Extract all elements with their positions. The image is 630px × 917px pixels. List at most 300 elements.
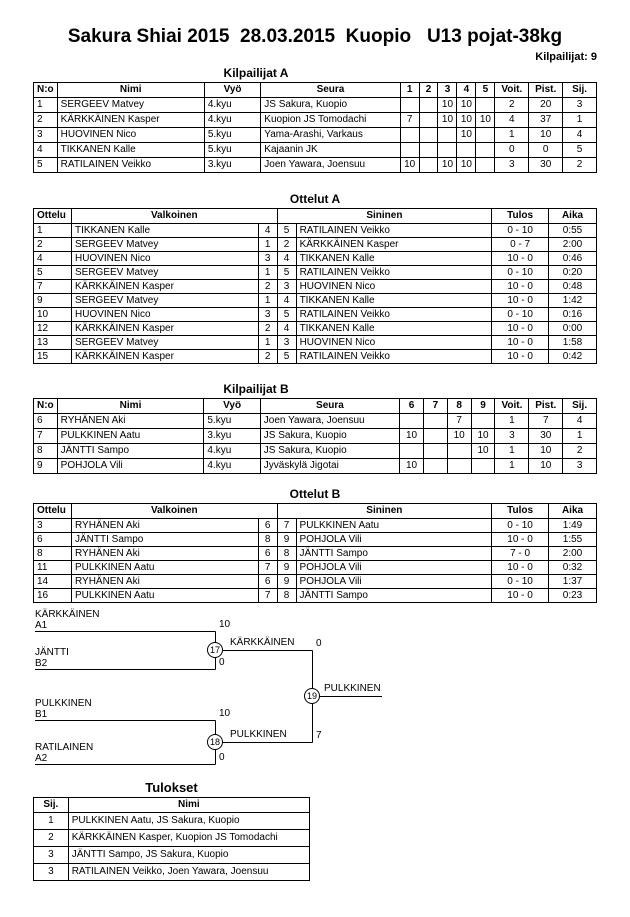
white-competitor: RYHÄNEN Aki xyxy=(71,519,258,533)
column-header: 2 xyxy=(419,83,438,98)
competitor-club: Joen Yawara, Joensuu xyxy=(260,414,399,429)
column-header: 9 xyxy=(471,399,495,414)
result-place: 1 xyxy=(34,813,69,830)
place-cell: 3 xyxy=(563,459,597,474)
match-row xyxy=(34,519,597,533)
competitor-club: JS Sakura, Kuopio xyxy=(260,444,399,459)
column-header: Pist. xyxy=(529,83,563,98)
bracket-semi2-top-score: 10 xyxy=(219,708,231,719)
results-body xyxy=(34,813,310,881)
blue-number: 9 xyxy=(277,561,296,575)
bracket-match-18-node: 18 xyxy=(207,734,223,750)
match-score-cell xyxy=(419,128,438,143)
match-score-cell: 10 xyxy=(438,113,457,128)
points-cell: 7 xyxy=(529,414,563,429)
wins-cell: 4 xyxy=(495,113,529,128)
match-score-cell xyxy=(447,444,471,459)
place-cell: 1 xyxy=(563,429,597,444)
match-row xyxy=(34,224,597,238)
white-number: 6 xyxy=(258,547,277,561)
pool-b-table xyxy=(33,398,597,474)
match-score-cell: 10 xyxy=(457,158,476,173)
white-number: 3 xyxy=(258,308,277,322)
match-row xyxy=(34,350,597,364)
bracket-semi1-top-seed: A1 xyxy=(35,620,48,631)
column-header-time: Aika xyxy=(549,504,597,519)
match-score-cell xyxy=(423,429,447,444)
bracket-semi2-winner: PULKKINEN xyxy=(230,729,287,740)
place-cell: 4 xyxy=(563,414,597,429)
competitor-name: KÄRKKÄINEN Kasper xyxy=(57,113,204,128)
match-score-cell: 10 xyxy=(400,158,419,173)
match-time: 0:55 xyxy=(549,224,597,238)
blue-competitor: POHJOLA Vili xyxy=(296,575,492,589)
column-header-result: Tulos xyxy=(492,504,549,519)
bracket-match-19-node: 19 xyxy=(304,688,320,704)
match-score-cell xyxy=(476,98,495,113)
white-competitor: SERGEEV Matvey xyxy=(71,336,258,350)
wins-cell: 1 xyxy=(495,459,529,474)
blue-competitor: RATILAINEN Veikko xyxy=(296,266,492,280)
white-number: 1 xyxy=(258,238,277,252)
column-header: 4 xyxy=(457,83,476,98)
match-result: 10 - 0 xyxy=(492,533,549,547)
white-number: 6 xyxy=(258,575,277,589)
match-time: 1:55 xyxy=(549,533,597,547)
points-cell: 10 xyxy=(529,444,563,459)
match-score-cell xyxy=(419,143,438,158)
bracket-semi1-winner: KÄRKKÄINEN xyxy=(230,637,295,648)
competitor-number: 5 xyxy=(34,158,58,173)
column-header-time: Aika xyxy=(549,209,597,224)
blue-competitor: RATILAINEN Veikko xyxy=(296,350,492,364)
match-score-cell: 10 xyxy=(438,158,457,173)
match-row xyxy=(34,238,597,252)
competitor-row xyxy=(34,444,597,459)
match-time: 1:42 xyxy=(549,294,597,308)
bracket-semi1-bottom-seed: B2 xyxy=(35,658,48,669)
white-number: 6 xyxy=(258,519,277,533)
bracket-semi2-top-name: PULKKINEN xyxy=(35,698,92,709)
blue-number: 5 xyxy=(277,308,296,322)
column-header: 3 xyxy=(438,83,457,98)
blue-competitor: TIKKANEN Kalle xyxy=(296,322,492,336)
competitor-row xyxy=(34,158,597,173)
column-header: N:o xyxy=(34,399,58,414)
matches-b-table xyxy=(33,503,597,603)
match-score-cell xyxy=(419,158,438,173)
page-title: Sakura Shiai 2015 28.03.2015 Kuopio U13 pojat-38kg xyxy=(67,26,563,47)
column-header: 5 xyxy=(476,83,495,98)
match-result: 0 - 7 xyxy=(492,238,549,252)
match-time: 0:32 xyxy=(549,561,597,575)
matches-b-header-row xyxy=(34,504,597,519)
match-time: 0:20 xyxy=(549,266,597,280)
match-number: 13 xyxy=(34,336,72,350)
bracket-semi1-winner-score: 0 xyxy=(316,638,322,649)
competitor-club: Kajaanin JK xyxy=(261,143,400,158)
competitor-number: 4 xyxy=(34,143,58,158)
wins-cell: 3 xyxy=(495,158,529,173)
match-row xyxy=(34,336,597,350)
match-number: 9 xyxy=(34,294,72,308)
matches-b-heading: Ottelut B xyxy=(289,487,341,501)
competitor-name: PULKKINEN Aatu xyxy=(57,429,204,444)
match-score-cell: 10 xyxy=(457,113,476,128)
competitor-name: RATILAINEN Veikko xyxy=(57,158,204,173)
column-header: Vyö xyxy=(204,83,260,98)
blue-number: 4 xyxy=(277,322,296,336)
match-time: 1:49 xyxy=(549,519,597,533)
match-score-cell: 10 xyxy=(457,98,476,113)
white-competitor: PULKKINEN Aatu xyxy=(71,589,258,603)
white-competitor: RYHÄNEN Aki xyxy=(71,547,258,561)
column-header: Nimi xyxy=(57,83,204,98)
match-time: 0:46 xyxy=(549,252,597,266)
column-header: 8 xyxy=(447,399,471,414)
competitor-row xyxy=(34,429,597,444)
match-score-cell xyxy=(471,459,495,474)
competitor-belt: 4.kyu xyxy=(204,444,260,459)
place-cell: 1 xyxy=(563,113,597,128)
competitor-belt: 3.kyu xyxy=(204,158,260,173)
match-number: 15 xyxy=(34,350,72,364)
competitor-number: 3 xyxy=(34,128,58,143)
bracket-semi2-winner-score: 7 xyxy=(316,730,322,741)
blue-number: 5 xyxy=(277,266,296,280)
white-competitor: HUOVINEN Nico xyxy=(71,308,258,322)
match-row xyxy=(34,252,597,266)
medal-bracket xyxy=(33,606,597,776)
match-number: 2 xyxy=(34,238,72,252)
match-row xyxy=(34,280,597,294)
match-number: 12 xyxy=(34,322,72,336)
pool-b-body xyxy=(34,414,597,474)
blue-number: 5 xyxy=(277,224,296,238)
pool-b-header-row xyxy=(34,399,597,414)
column-header-white: Valkoinen xyxy=(71,504,277,519)
match-number: 7 xyxy=(34,280,72,294)
competitor-number: 9 xyxy=(34,459,58,474)
blue-number: 3 xyxy=(277,336,296,350)
white-number: 1 xyxy=(258,266,277,280)
column-header-place: Sij. xyxy=(34,798,69,813)
wins-cell: 1 xyxy=(495,414,529,429)
points-cell: 30 xyxy=(529,158,563,173)
wins-cell: 2 xyxy=(495,98,529,113)
white-competitor: SERGEEV Matvey xyxy=(71,266,258,280)
match-row xyxy=(34,266,597,280)
match-result: 0 - 10 xyxy=(492,308,549,322)
match-number: 14 xyxy=(34,575,72,589)
match-score-cell xyxy=(400,128,419,143)
match-row xyxy=(34,322,597,336)
competitor-number: 2 xyxy=(34,113,58,128)
competitor-name: JÄNTTI Sampo xyxy=(57,444,204,459)
match-result: 10 - 0 xyxy=(492,294,549,308)
white-number: 7 xyxy=(258,589,277,603)
match-score-cell xyxy=(400,444,424,459)
white-competitor: KÄRKKÄINEN Kasper xyxy=(71,350,258,364)
match-score-cell xyxy=(447,459,471,474)
match-result: 7 - 0 xyxy=(492,547,549,561)
competitor-row xyxy=(34,414,597,429)
match-score-cell xyxy=(476,158,495,173)
competitor-club: JS Sakura, Kuopio xyxy=(261,98,400,113)
competitor-club: Jyväskylä Jigotai xyxy=(260,459,399,474)
match-number: 16 xyxy=(34,589,72,603)
blue-number: 9 xyxy=(277,575,296,589)
result-name: JÄNTTI Sampo, JS Sakura, Kuopio xyxy=(68,847,309,864)
match-score-cell: 10 xyxy=(471,429,495,444)
competitor-name: SERGEEV Matvey xyxy=(57,98,204,113)
competitor-row xyxy=(34,459,597,474)
white-competitor: HUOVINEN Nico xyxy=(71,252,258,266)
match-result: 10 - 0 xyxy=(492,589,549,603)
blue-competitor: TIKKANEN Kalle xyxy=(296,294,492,308)
results-heading: Tulokset xyxy=(145,780,198,795)
competitor-number: 6 xyxy=(34,414,58,429)
blue-number: 4 xyxy=(277,252,296,266)
results-table xyxy=(33,797,310,881)
points-cell: 10 xyxy=(529,459,563,474)
blue-competitor: PULKKINEN Aatu xyxy=(296,519,492,533)
competitors-total: Kilpailijat: 9 xyxy=(535,51,597,63)
match-result: 10 - 0 xyxy=(492,252,549,266)
place-cell: 5 xyxy=(563,143,597,158)
match-score-cell xyxy=(423,444,447,459)
white-competitor: SERGEEV Matvey xyxy=(71,238,258,252)
match-result: 10 - 0 xyxy=(492,336,549,350)
match-number: 10 xyxy=(34,308,72,322)
column-header: Sij. xyxy=(563,83,597,98)
match-time: 0:16 xyxy=(549,308,597,322)
wins-cell: 1 xyxy=(495,128,529,143)
match-time: 1:37 xyxy=(549,575,597,589)
column-header: Voit. xyxy=(495,399,529,414)
result-name: RATILAINEN Veikko, Joen Yawara, Joensuu xyxy=(68,864,309,881)
competitor-club: Joen Yawara, Joensuu xyxy=(261,158,400,173)
competitor-club: JS Sakura, Kuopio xyxy=(260,429,399,444)
bracket-semi2-top-seed: B1 xyxy=(35,709,48,720)
blue-number: 7 xyxy=(277,519,296,533)
competitor-number: 7 xyxy=(34,429,58,444)
competitor-row xyxy=(34,128,597,143)
match-time: 0:00 xyxy=(549,322,597,336)
bracket-semi1-top-score: 10 xyxy=(219,619,231,630)
match-result: 10 - 0 xyxy=(492,280,549,294)
matches-a-header-row xyxy=(34,209,597,224)
blue-number: 8 xyxy=(277,589,296,603)
column-header: 1 xyxy=(400,83,419,98)
white-number: 7 xyxy=(258,561,277,575)
competitor-belt: 4.kyu xyxy=(204,113,260,128)
result-row xyxy=(34,813,310,830)
match-number: 4 xyxy=(34,252,72,266)
matches-b-body xyxy=(34,519,597,603)
competitor-name: HUOVINEN Nico xyxy=(57,128,204,143)
match-score-cell xyxy=(419,113,438,128)
match-result: 0 - 10 xyxy=(492,519,549,533)
white-competitor: SERGEEV Matvey xyxy=(71,294,258,308)
bracket-semi1-bottom-score: 0 xyxy=(219,657,225,668)
competitor-name: TIKKANEN Kalle xyxy=(57,143,204,158)
bracket-semi1-bottom-name: JÄNTTI xyxy=(35,647,69,658)
column-header: 7 xyxy=(423,399,447,414)
white-number: 3 xyxy=(258,252,277,266)
white-number: 8 xyxy=(258,533,277,547)
pool-a-table xyxy=(33,82,597,173)
blue-number: 2 xyxy=(277,238,296,252)
wins-cell: 0 xyxy=(495,143,529,158)
match-row xyxy=(34,308,597,322)
column-header: Pist. xyxy=(529,399,563,414)
points-cell: 10 xyxy=(529,128,563,143)
competitor-club: Yama-Arashi, Varkaus xyxy=(261,128,400,143)
white-number: 4 xyxy=(258,224,277,238)
pool-a-heading: Kilpailijat A xyxy=(223,66,289,80)
match-score-cell xyxy=(476,128,495,143)
blue-competitor: RATILAINEN Veikko xyxy=(296,308,492,322)
white-competitor: PULKKINEN Aatu xyxy=(71,561,258,575)
blue-competitor: JÄNTTI Sampo xyxy=(296,589,492,603)
competitor-row xyxy=(34,143,597,158)
blue-competitor: KÄRKKÄINEN Kasper xyxy=(296,238,492,252)
blue-competitor: HUOVINEN Nico xyxy=(296,336,492,350)
column-header: N:o xyxy=(34,83,58,98)
match-number: 1 xyxy=(34,224,72,238)
competitor-row xyxy=(34,98,597,113)
pool-b-heading: Kilpailijat B xyxy=(223,382,289,396)
place-cell: 4 xyxy=(563,128,597,143)
match-score-cell xyxy=(419,98,438,113)
match-score-cell xyxy=(400,414,424,429)
place-cell: 2 xyxy=(563,158,597,173)
wins-cell: 3 xyxy=(495,429,529,444)
matches-a-body xyxy=(34,224,597,364)
wins-cell: 1 xyxy=(495,444,529,459)
column-header-match: Ottelu xyxy=(34,504,72,519)
competitor-belt: 3.kyu xyxy=(204,429,260,444)
blue-number: 9 xyxy=(277,533,296,547)
match-row xyxy=(34,561,597,575)
blue-competitor: POHJOLA Vili xyxy=(296,561,492,575)
match-score-cell xyxy=(438,143,457,158)
match-score-cell xyxy=(471,414,495,429)
competitor-belt: 5.kyu xyxy=(204,143,260,158)
match-row xyxy=(34,589,597,603)
match-result: 10 - 0 xyxy=(492,322,549,336)
blue-competitor: POHJOLA Vili xyxy=(296,533,492,547)
match-number: 8 xyxy=(34,547,72,561)
match-score-cell: 10 xyxy=(400,459,424,474)
white-competitor: TIKKANEN Kalle xyxy=(71,224,258,238)
blue-number: 4 xyxy=(277,294,296,308)
match-score-cell: 10 xyxy=(476,113,495,128)
result-place: 3 xyxy=(34,847,69,864)
competitor-row xyxy=(34,113,597,128)
competitor-belt: 4.kyu xyxy=(204,459,260,474)
result-name: KÄRKKÄINEN Kasper, Kuopion JS Tomodachi xyxy=(68,830,309,847)
blue-competitor: JÄNTTI Sampo xyxy=(296,547,492,561)
match-score-cell: 10 xyxy=(457,128,476,143)
blue-competitor: RATILAINEN Veikko xyxy=(296,224,492,238)
blue-number: 5 xyxy=(277,350,296,364)
column-header: Vyö xyxy=(204,399,260,414)
match-score-cell: 10 xyxy=(438,98,457,113)
match-number: 11 xyxy=(34,561,72,575)
white-competitor: RYHÄNEN Aki xyxy=(71,575,258,589)
match-score-cell: 7 xyxy=(447,414,471,429)
matches-a-table xyxy=(33,208,597,364)
column-header-blue: Sininen xyxy=(277,504,492,519)
match-time: 2:00 xyxy=(549,547,597,561)
match-number: 3 xyxy=(34,519,72,533)
result-place: 2 xyxy=(34,830,69,847)
match-score-cell xyxy=(457,143,476,158)
result-row xyxy=(34,864,310,881)
match-result: 0 - 10 xyxy=(492,224,549,238)
bracket-semi2-bottom-name: RATILAINEN xyxy=(35,742,94,753)
white-competitor: KÄRKKÄINEN Kasper xyxy=(71,322,258,336)
match-time: 0:23 xyxy=(549,589,597,603)
match-result: 0 - 10 xyxy=(492,266,549,280)
match-score-cell xyxy=(423,414,447,429)
match-score-cell: 10 xyxy=(447,429,471,444)
match-number: 6 xyxy=(34,533,72,547)
bracket-match-17-node: 17 xyxy=(207,642,223,658)
white-number: 2 xyxy=(258,322,277,336)
pool-a-header-row xyxy=(34,83,597,98)
competitor-belt: 4.kyu xyxy=(204,98,260,113)
pool-a-body xyxy=(34,98,597,173)
match-score-cell xyxy=(400,98,419,113)
blue-number: 8 xyxy=(277,547,296,561)
bracket-semi2-bottom-score: 0 xyxy=(219,752,225,763)
match-time: 0:48 xyxy=(549,280,597,294)
points-cell: 20 xyxy=(529,98,563,113)
column-header-match: Ottelu xyxy=(34,209,72,224)
match-row xyxy=(34,575,597,589)
match-score-cell xyxy=(476,143,495,158)
match-score-cell: 10 xyxy=(400,429,424,444)
match-score-cell: 7 xyxy=(400,113,419,128)
column-header-name: Nimi xyxy=(68,798,309,813)
white-number: 2 xyxy=(258,280,277,294)
points-cell: 37 xyxy=(529,113,563,128)
match-score-cell: 10 xyxy=(471,444,495,459)
competitor-belt: 5.kyu xyxy=(204,128,260,143)
match-time: 2:00 xyxy=(549,238,597,252)
match-result: 10 - 0 xyxy=(492,350,549,364)
match-row xyxy=(34,533,597,547)
white-number: 2 xyxy=(258,350,277,364)
match-score-cell xyxy=(400,143,419,158)
white-number: 1 xyxy=(258,336,277,350)
column-header-blue: Sininen xyxy=(277,209,492,224)
place-cell: 3 xyxy=(563,98,597,113)
white-competitor: JÄNTTI Sampo xyxy=(71,533,258,547)
bracket-semi2-bottom-seed: A2 xyxy=(35,753,48,764)
result-name: PULKKINEN Aatu, JS Sakura, Kuopio xyxy=(68,813,309,830)
competitor-belt: 5.kyu xyxy=(204,414,260,429)
points-cell: 30 xyxy=(529,429,563,444)
result-place: 3 xyxy=(34,864,69,881)
competitor-club: Kuopion JS Tomodachi xyxy=(261,113,400,128)
result-row xyxy=(34,847,310,864)
column-header: Seura xyxy=(260,399,399,414)
column-header: Nimi xyxy=(57,399,204,414)
